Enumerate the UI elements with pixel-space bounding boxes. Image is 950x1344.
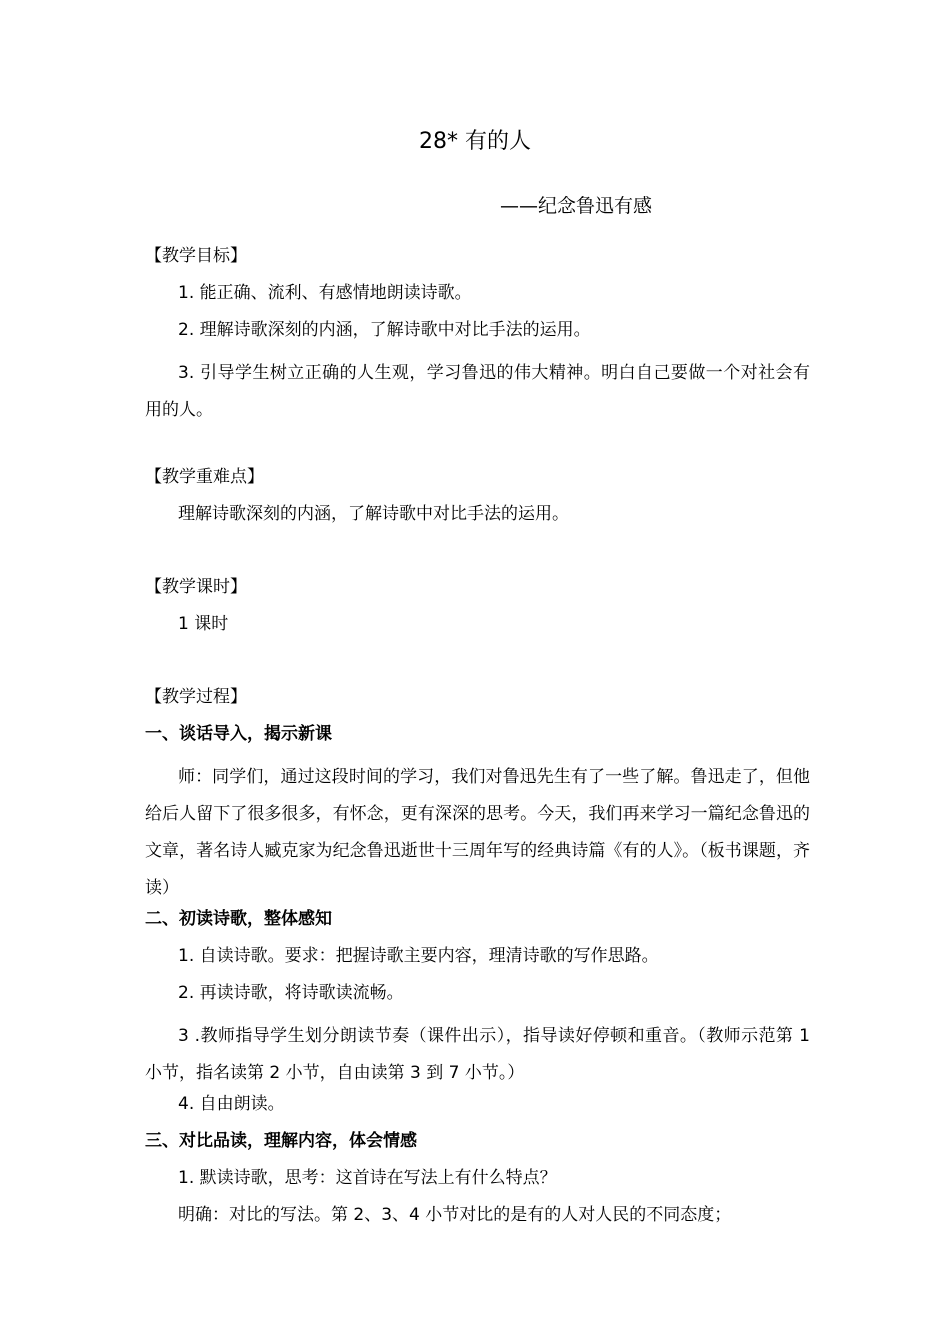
section-heading-periods: 【教学课时】 [145, 577, 247, 597]
section-heading-key-points: 【教学重难点】 [145, 467, 264, 487]
document-body [145, 244, 810, 1240]
part2-item: 1. 自读诗歌。要求：把握诗歌主要内容，理清诗歌的写作思路。 [178, 946, 659, 966]
spacer [145, 429, 810, 465]
section-heading-process: 【教学过程】 [145, 687, 247, 707]
part2-item: 4. 自由朗读。 [178, 1094, 285, 1114]
spacer [145, 649, 810, 685]
part2-title: 二、初读诗歌，整体感知 [145, 909, 332, 929]
part3-item: 明确：对比的写法。第 2、3、4 小节对比的是有的人对人民的不同态度； [178, 1205, 732, 1225]
key-points-text: 理解诗歌深刻的内涵，了解诗歌中对比手法的运用。 [178, 504, 569, 524]
part3-title: 三、对比品读，理解内容，体会情感 [145, 1131, 417, 1151]
goal-item: 1. 能正确、流利、有感情地朗读诗歌。 [178, 283, 472, 303]
periods-text: 1 课时 [178, 614, 229, 634]
part1-title: 一、谈话导入，揭示新课 [145, 724, 332, 744]
document-title: 28* 有的人 [419, 129, 531, 154]
section-heading-goals: 【教学目标】 [145, 246, 247, 266]
part1-paragraph: 师：同学们，通过这段时间的学习，我们对鲁迅先生有了一些了解。鲁迅走了，但他给后人留下了很多很多，有怀念，更有深深的思考。今天，我们再来学习一篇纪念鲁迅的文章，著名诗人臧克家为纪念鲁迅逝世十三周年写的经典诗篇《有的人》。（板书课题，齐读） [145, 767, 810, 898]
spacer [145, 539, 810, 575]
part2-item: 2. 再读诗歌，将诗歌读流畅。 [178, 983, 404, 1003]
document-subtitle: ——纪念鲁迅有感 [500, 195, 653, 217]
part3-item: 1. 默读诗歌，思考：这首诗在写法上有什么特点？ [178, 1168, 557, 1188]
part2-item: 3 .教师指导学生划分朗读节奏（课件出示），指导读好停顿和重音。（教师示范第 1 小节，指名读第 2 小节，自由读第 3 到 7 小节。） [145, 1026, 810, 1083]
goal-item: 3. 引导学生树立正确的人生观，学习鲁迅的伟大精神。明白自己要做一个对社会有用的人。 [145, 363, 810, 420]
goal-item: 2. 理解诗歌深刻的内涵，了解诗歌中对比手法的运用。 [178, 320, 591, 340]
